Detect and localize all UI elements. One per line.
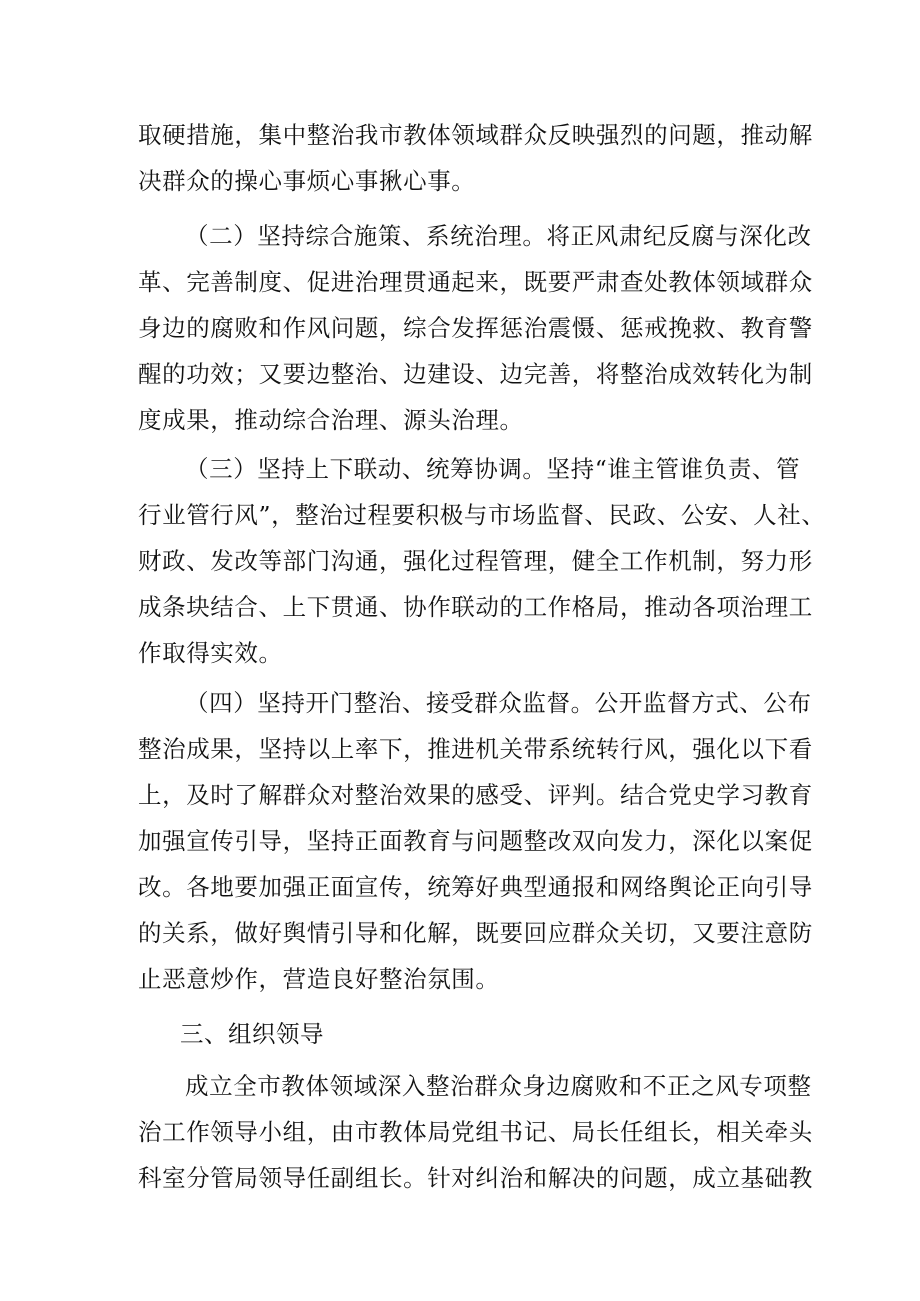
text-line: 身边的腐败和作风问题，综合发挥惩治震慑、惩戒挽救、教育警 <box>138 314 813 342</box>
text-line: 改。各地要加强正面宣传，统筹好典型通报和网络舆论正向引导 <box>138 873 813 901</box>
text-line: 上，及时了解群众对整治效果的感受、评判。结合党史学习教育 <box>138 781 813 809</box>
paragraph-point-three <box>138 446 826 676</box>
section-heading: 三、组织领导 <box>180 1020 324 1048</box>
text-line: 止恶意炒作，营造良好整治氛围。 <box>138 965 500 993</box>
text-line: 的关系，做好舆情引导和化解，既要回应群众关切，又要注意防 <box>138 919 813 947</box>
paragraph-organization <box>138 1063 813 1201</box>
paragraph-continuation <box>138 112 813 204</box>
text-line: 取硬措施，集中整治我市教体领域群众反映强烈的问题，推动解 <box>138 121 813 149</box>
text-line: 革、完善制度、促进治理贯通起来，既要严肃查处教体领域群众 <box>138 268 813 296</box>
text-line: 财政、发改等部门沟通，强化过程管理，健全工作机制，努力形 <box>138 547 813 575</box>
text-line: （四）坚持开门整治、接受群众监督。公开监督方式、公布 <box>185 689 812 717</box>
text-line: 整治成果，坚持以上率下，推进机关带系统转行风，强化以下看 <box>138 735 813 763</box>
text-line: 行业管行风”，整治过程要积极与市场监督、民政、公安、人社、 <box>138 501 826 529</box>
text-line: 醒的功效；又要边整治、边建设、边完善，将整治成效转化为制 <box>138 360 813 388</box>
paragraph-point-two <box>138 213 813 443</box>
text-line: （三）坚持上下联动、统筹协调。坚持“谁主管谁负责、管 <box>185 455 801 483</box>
paragraph-point-four <box>138 680 813 1002</box>
text-line: 决群众的操心事烦心事揪心事。 <box>138 167 476 195</box>
text-line: 加强宣传引导，坚持正面教育与问题整改双向发力，深化以案促 <box>138 827 813 855</box>
text-line: 科室分管局领导任副组长。针对纠治和解决的问题，成立基础教 <box>138 1164 813 1192</box>
text-line: 作取得实效。 <box>138 639 283 667</box>
text-line: 度成果，推动综合治理、源头治理。 <box>138 406 524 434</box>
text-line: （二）坚持综合施策、系统治理。将正风肃纪反腐与深化改 <box>185 222 812 250</box>
text-line: 成条块结合、上下贯通、协作联动的工作格局，推动各项治理工 <box>138 593 813 621</box>
text-line: 治工作领导小组，由市教体局党组书记、局长任组长，相关牵头 <box>138 1118 813 1146</box>
text-line: 成立全市教体领域深入整治群众身边腐败和不正之风专项整 <box>185 1072 812 1100</box>
